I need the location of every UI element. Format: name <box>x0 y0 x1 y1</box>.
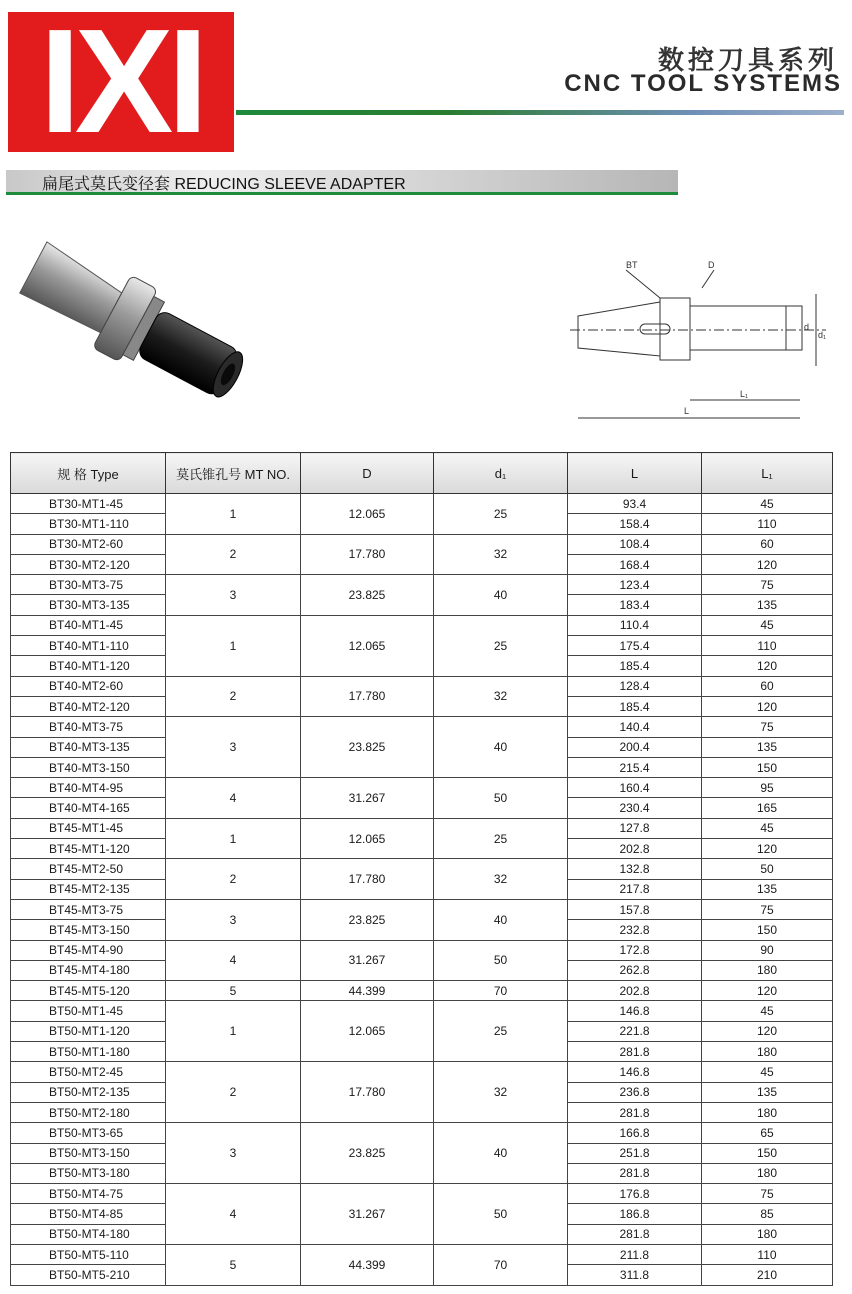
cell-d1: 50 <box>434 940 568 981</box>
cell-d: 44.399 <box>301 1244 434 1285</box>
brand-title-cn: 数控刀具系列 <box>657 46 838 76</box>
cell-d1: 50 <box>434 1184 568 1245</box>
drawing-label-l: L <box>684 406 690 416</box>
cell-l: 221.8 <box>568 1021 702 1041</box>
table-row <box>11 575 833 595</box>
cell-mt-no: 3 <box>166 899 301 940</box>
cell-l1: 120 <box>702 1021 833 1041</box>
cell-l: 281.8 <box>568 1042 702 1062</box>
cell-l1: 120 <box>702 656 833 676</box>
cell-l: 146.8 <box>568 1001 702 1021</box>
cell-mt-no: 5 <box>166 981 301 1001</box>
cell-d: 12.065 <box>301 1001 434 1062</box>
cell-l1: 50 <box>702 859 833 879</box>
cell-type: BT40-MT4-165 <box>11 798 166 818</box>
cell-type: BT40-MT3-150 <box>11 757 166 777</box>
cell-l: 200.4 <box>568 737 702 757</box>
cell-l: 281.8 <box>568 1224 702 1244</box>
cell-l1: 45 <box>702 818 833 838</box>
cell-type: BT30-MT3-135 <box>11 595 166 615</box>
cell-l: 157.8 <box>568 899 702 919</box>
cell-type: BT40-MT2-60 <box>11 676 166 696</box>
cell-type: BT45-MT3-75 <box>11 899 166 919</box>
cell-d: 23.825 <box>301 575 434 616</box>
cell-l: 185.4 <box>568 696 702 716</box>
cell-l1: 120 <box>702 981 833 1001</box>
cell-type: BT40-MT3-75 <box>11 717 166 737</box>
cell-l: 281.8 <box>568 1163 702 1183</box>
header-l1: L₁ <box>702 453 833 494</box>
table-row <box>11 981 833 1001</box>
cell-l: 176.8 <box>568 1184 702 1204</box>
cell-d: 23.825 <box>301 899 434 940</box>
cell-type: BT45-MT2-50 <box>11 859 166 879</box>
cell-type: BT40-MT1-45 <box>11 615 166 635</box>
cell-l1: 180 <box>702 1042 833 1062</box>
cell-mt-no: 1 <box>166 1001 301 1062</box>
cell-mt-no: 5 <box>166 1244 301 1285</box>
cell-l: 281.8 <box>568 1102 702 1122</box>
cell-l1: 110 <box>702 1244 833 1264</box>
cell-d: 17.780 <box>301 534 434 575</box>
cell-l: 166.8 <box>568 1123 702 1143</box>
cell-l: 230.4 <box>568 798 702 818</box>
cell-type: BT30-MT1-45 <box>11 494 166 514</box>
cell-l1: 120 <box>702 696 833 716</box>
table-row <box>11 676 833 696</box>
cell-l1: 150 <box>702 1143 833 1163</box>
cell-l1: 150 <box>702 920 833 940</box>
cell-mt-no: 1 <box>166 494 301 535</box>
cell-mt-no: 4 <box>166 1184 301 1245</box>
table-row <box>11 1062 833 1082</box>
cell-l: 215.4 <box>568 757 702 777</box>
cell-l1: 110 <box>702 514 833 534</box>
cell-l1: 210 <box>702 1265 833 1285</box>
table-row <box>11 1184 833 1204</box>
cell-d1: 25 <box>434 818 568 859</box>
technical-drawing <box>568 258 836 428</box>
cell-l1: 45 <box>702 494 833 514</box>
cell-l1: 75 <box>702 1184 833 1204</box>
cell-type: BT50-MT1-45 <box>11 1001 166 1021</box>
header-rule <box>236 110 844 115</box>
cell-type: BT50-MT3-65 <box>11 1123 166 1143</box>
cell-l: 311.8 <box>568 1265 702 1285</box>
cell-l1: 90 <box>702 940 833 960</box>
header-d1: d₁ <box>434 453 568 494</box>
cell-l: 202.8 <box>568 839 702 859</box>
spec-table-header-row <box>11 453 833 494</box>
cell-d1: 32 <box>434 534 568 575</box>
table-row <box>11 940 833 960</box>
cell-d: 23.825 <box>301 717 434 778</box>
drawing-label-d: d <box>804 322 810 332</box>
cell-d1: 40 <box>434 717 568 778</box>
cell-l1: 75 <box>702 899 833 919</box>
cell-type: BT40-MT4-95 <box>11 778 166 798</box>
cell-d: 17.780 <box>301 859 434 900</box>
cell-l1: 135 <box>702 1082 833 1102</box>
cell-mt-no: 4 <box>166 778 301 819</box>
cell-d: 44.399 <box>301 981 434 1001</box>
cell-type: BT45-MT5-120 <box>11 981 166 1001</box>
cell-l1: 135 <box>702 595 833 615</box>
cell-d: 23.825 <box>301 1123 434 1184</box>
cell-l1: 180 <box>702 1163 833 1183</box>
cell-mt-no: 2 <box>166 676 301 717</box>
cell-d1: 32 <box>434 859 568 900</box>
drawing-taper <box>578 302 660 356</box>
cell-d: 17.780 <box>301 676 434 717</box>
cell-type: BT50-MT5-110 <box>11 1244 166 1264</box>
cell-mt-no: 1 <box>166 818 301 859</box>
table-row <box>11 1001 833 1021</box>
cell-l: 93.4 <box>568 494 702 514</box>
brand-logo <box>8 0 234 164</box>
cell-type: BT50-MT5-210 <box>11 1265 166 1285</box>
table-row <box>11 534 833 554</box>
cell-l: 232.8 <box>568 920 702 940</box>
cell-type: BT40-MT1-110 <box>11 636 166 656</box>
table-row <box>11 899 833 919</box>
header-mt-no: 莫氏锥孔号 MT NO. <box>166 453 301 494</box>
cell-type: BT50-MT1-180 <box>11 1042 166 1062</box>
cell-l: 186.8 <box>568 1204 702 1224</box>
cell-l1: 60 <box>702 534 833 554</box>
cell-l1: 75 <box>702 575 833 595</box>
cell-l1: 180 <box>702 1102 833 1122</box>
spec-table <box>10 452 833 1286</box>
cell-mt-no: 2 <box>166 859 301 900</box>
cell-l1: 180 <box>702 960 833 980</box>
header-l: L <box>568 453 702 494</box>
cell-type: BT40-MT1-120 <box>11 656 166 676</box>
cell-l: 132.8 <box>568 859 702 879</box>
table-row <box>11 778 833 798</box>
cell-type: BT30-MT2-120 <box>11 554 166 574</box>
cell-d1: 25 <box>434 1001 568 1062</box>
drawing-flange <box>660 298 690 360</box>
cell-type: BT50-MT2-45 <box>11 1062 166 1082</box>
cell-type: BT50-MT4-75 <box>11 1184 166 1204</box>
cell-d: 12.065 <box>301 615 434 676</box>
cell-d1: 25 <box>434 615 568 676</box>
cell-l1: 180 <box>702 1224 833 1244</box>
cell-type: BT50-MT4-85 <box>11 1204 166 1224</box>
cell-type: BT40-MT3-135 <box>11 737 166 757</box>
cell-type: BT30-MT2-60 <box>11 534 166 554</box>
cell-l: 160.4 <box>568 778 702 798</box>
cell-mt-no: 3 <box>166 717 301 778</box>
table-row <box>11 615 833 635</box>
drawing-label-bt: BT <box>626 260 638 270</box>
cell-l: 211.8 <box>568 1244 702 1264</box>
cell-d1: 50 <box>434 778 568 819</box>
header-type: 规 格 Type <box>11 453 166 494</box>
cell-l1: 45 <box>702 1001 833 1021</box>
cell-l1: 95 <box>702 778 833 798</box>
drawing-label-l1: L₁ <box>740 389 749 399</box>
table-row <box>11 818 833 838</box>
cell-d: 12.065 <box>301 818 434 859</box>
cell-l: 140.4 <box>568 717 702 737</box>
drawing-nose <box>786 306 802 350</box>
cell-type: BT40-MT2-120 <box>11 696 166 716</box>
cell-d1: 70 <box>434 1244 568 1285</box>
cell-type: BT50-MT2-135 <box>11 1082 166 1102</box>
cell-mt-no: 1 <box>166 615 301 676</box>
cell-d1: 40 <box>434 1123 568 1184</box>
cell-l1: 135 <box>702 737 833 757</box>
brand-title-en: CNC TOOL SYSTEMS <box>564 70 842 97</box>
cell-l: 251.8 <box>568 1143 702 1163</box>
cell-l: 236.8 <box>568 1082 702 1102</box>
cell-mt-no: 2 <box>166 534 301 575</box>
cell-l1: 135 <box>702 879 833 899</box>
cell-l: 185.4 <box>568 656 702 676</box>
product-photo <box>10 220 270 420</box>
cell-l: 146.8 <box>568 1062 702 1082</box>
cell-mt-no: 3 <box>166 575 301 616</box>
drawing-label-d-big: D <box>708 260 715 270</box>
cell-l: 168.4 <box>568 554 702 574</box>
table-row <box>11 1244 833 1264</box>
cell-l: 128.4 <box>568 676 702 696</box>
cell-d: 31.267 <box>301 778 434 819</box>
cell-type: BT45-MT1-45 <box>11 818 166 838</box>
cell-type: BT50-MT4-180 <box>11 1224 166 1244</box>
cell-l: 202.8 <box>568 981 702 1001</box>
brand-logo-text: IXI <box>39 0 203 164</box>
cell-d1: 40 <box>434 575 568 616</box>
cell-l: 123.4 <box>568 575 702 595</box>
cell-l1: 165 <box>702 798 833 818</box>
cell-l: 127.8 <box>568 818 702 838</box>
cell-type: BT45-MT4-90 <box>11 940 166 960</box>
header-d: D <box>301 453 434 494</box>
table-row <box>11 1123 833 1143</box>
table-row <box>11 859 833 879</box>
cell-l1: 120 <box>702 839 833 859</box>
table-row <box>11 717 833 737</box>
cell-l: 183.4 <box>568 595 702 615</box>
cell-d1: 32 <box>434 676 568 717</box>
cell-mt-no: 4 <box>166 940 301 981</box>
cell-l: 217.8 <box>568 879 702 899</box>
table-row <box>11 494 833 514</box>
cell-l1: 110 <box>702 636 833 656</box>
section-title: 扁尾式莫氏变径套 REDUCING SLEEVE ADAPTER <box>42 176 406 193</box>
cell-l: 262.8 <box>568 960 702 980</box>
spec-table-body <box>11 494 833 1286</box>
cell-l1: 45 <box>702 615 833 635</box>
cell-l1: 150 <box>702 757 833 777</box>
cell-l1: 65 <box>702 1123 833 1143</box>
drawing-body <box>690 306 786 350</box>
cell-l1: 60 <box>702 676 833 696</box>
cell-l: 172.8 <box>568 940 702 960</box>
cell-type: BT30-MT3-75 <box>11 575 166 595</box>
cell-type: BT50-MT1-120 <box>11 1021 166 1041</box>
drawing-label-d1: d₁ <box>818 330 827 340</box>
cell-d: 31.267 <box>301 1184 434 1245</box>
cell-type: BT45-MT3-150 <box>11 920 166 940</box>
cell-l: 108.4 <box>568 534 702 554</box>
cell-l1: 120 <box>702 554 833 574</box>
cell-d: 31.267 <box>301 940 434 981</box>
cell-mt-no: 3 <box>166 1123 301 1184</box>
cell-type: BT30-MT1-110 <box>11 514 166 534</box>
cell-l: 175.4 <box>568 636 702 656</box>
cell-l1: 75 <box>702 717 833 737</box>
cell-d1: 32 <box>434 1062 568 1123</box>
cell-type: BT50-MT3-180 <box>11 1163 166 1183</box>
cell-type: BT45-MT2-135 <box>11 879 166 899</box>
cell-l: 158.4 <box>568 514 702 534</box>
cell-d1: 40 <box>434 899 568 940</box>
cell-type: BT50-MT2-180 <box>11 1102 166 1122</box>
cell-d: 12.065 <box>301 494 434 535</box>
cell-l1: 85 <box>702 1204 833 1224</box>
cell-mt-no: 2 <box>166 1062 301 1123</box>
cell-l: 110.4 <box>568 615 702 635</box>
cell-d: 17.780 <box>301 1062 434 1123</box>
cell-type: BT45-MT1-120 <box>11 839 166 859</box>
cell-l1: 45 <box>702 1062 833 1082</box>
cell-type: BT50-MT3-150 <box>11 1143 166 1163</box>
cell-type: BT45-MT4-180 <box>11 960 166 980</box>
cell-d1: 25 <box>434 494 568 535</box>
cell-d1: 70 <box>434 981 568 1001</box>
